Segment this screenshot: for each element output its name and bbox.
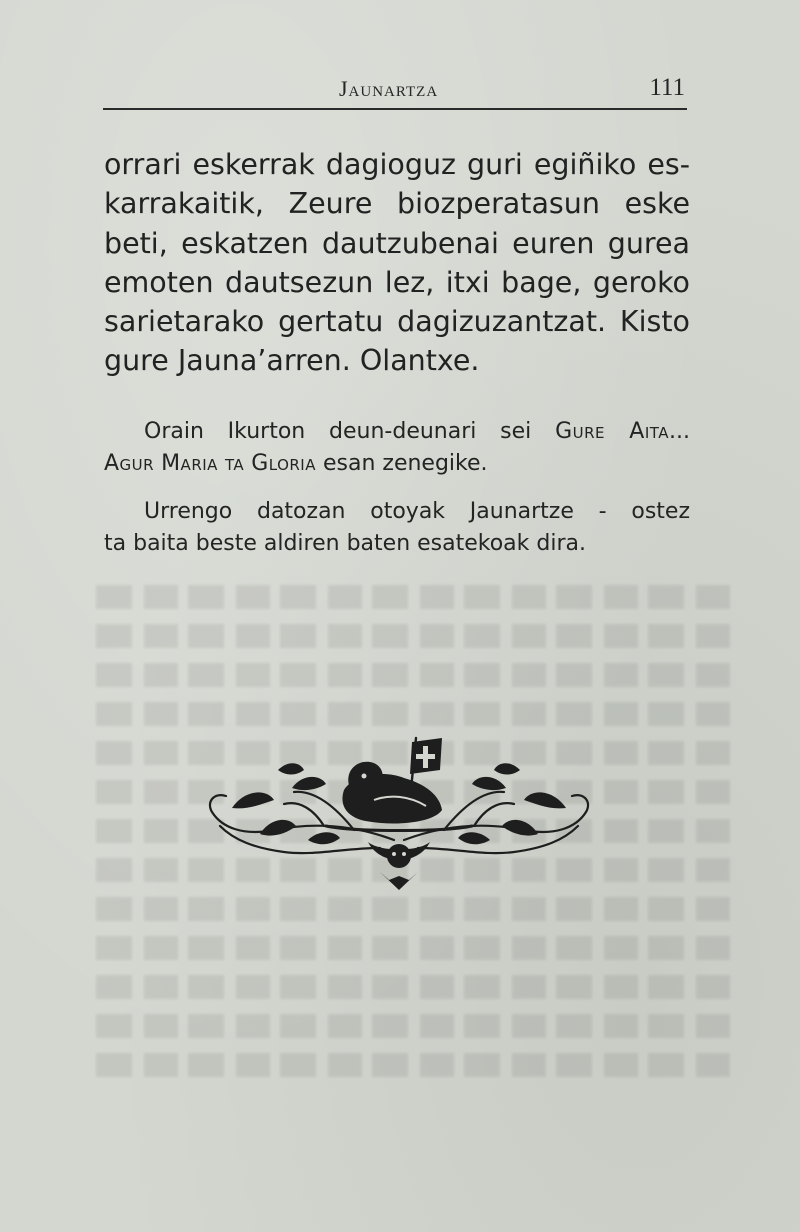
ellipsis: ... xyxy=(669,419,691,444)
paragraph-prayers xyxy=(104,416,690,479)
text-line: gure Jauna’arren. Olantxe. xyxy=(104,344,480,378)
conjunction-ta: ta xyxy=(224,450,245,476)
running-title: Jaunartza xyxy=(339,76,439,101)
paragraph-line xyxy=(104,448,690,480)
page-number: 111 xyxy=(649,74,685,101)
running-head xyxy=(103,74,687,110)
paragraph-line: Urrengo datozan otoyak Jaunartze - ostez xyxy=(144,499,690,524)
text-run: Orain Ikurton deun-deunari sei xyxy=(144,419,556,444)
text-line: sarietarako gertatu dagizuzantzat. Kisto xyxy=(104,305,690,339)
text-line: emoten dautsezun lez, itxi bage, geroko xyxy=(104,265,690,299)
prayer-title-maria: Maria xyxy=(161,450,218,476)
main-text xyxy=(104,145,690,381)
text-line: beti, eskatzen dautzubenai euren gurea xyxy=(104,226,690,260)
paragraph-line: ta baita beste aldiren baten esatekoak dira. xyxy=(104,530,586,556)
text-line: karrakaitik, Zeure biozperatasun eske xyxy=(104,187,690,221)
text-run: esan zenegike. xyxy=(316,450,488,476)
paragraph-instructions xyxy=(104,496,690,559)
prayer-title-gure-aita: Gure Aita xyxy=(555,419,670,444)
prayer-title-gloria: Gloria xyxy=(251,450,316,476)
paragraph-line xyxy=(104,416,690,448)
text-line: orrari eskerrak dagioguz guri egiñiko es- xyxy=(104,148,690,181)
prayer-title-agur: Agur xyxy=(104,450,155,476)
lamb-with-banner-vignette-icon xyxy=(204,730,594,895)
